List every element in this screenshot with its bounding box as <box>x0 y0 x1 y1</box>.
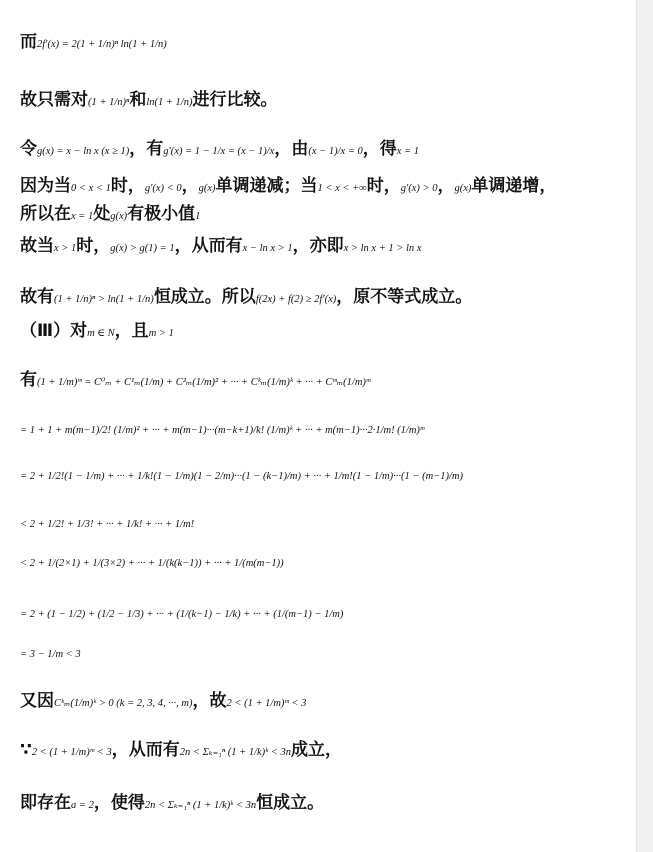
text-line-11 <box>20 466 463 483</box>
math-formula: 2f′(x) = 2(1 + 1/n)ⁿ ln(1 + 1/n) <box>37 39 167 50</box>
text-line-9 <box>20 372 370 389</box>
chinese-text: 故有 <box>20 287 54 307</box>
math-formula: x > ln x + 1 > ln x <box>343 243 422 254</box>
chinese-text: 故当 <box>20 236 54 256</box>
chinese-text: 处 <box>93 204 111 224</box>
math-formula: g(x) > g(1) = 1 <box>110 243 175 254</box>
math-formula: (x − 1)/x = 0 <box>308 146 363 157</box>
chinese-text: 有 <box>20 370 37 390</box>
text-line-8 <box>20 323 174 340</box>
math-formula: x = 1 <box>71 211 94 222</box>
math-formula: (1 + 1/m)ᵐ = C⁰ₘ + C¹ₘ(1/m) + C²ₘ(1/m)² + ··· + Cᵏₘ(1/m)ᵏ + ··· + Cᵐₘ(1/m)ᵐ <box>37 377 371 388</box>
text-line-10 <box>20 420 424 437</box>
math-formula: g(x) <box>110 211 128 222</box>
math-formula: 2 < (1 + 1/m)ᵐ < 3 <box>226 698 307 709</box>
text-line-13 <box>20 553 284 570</box>
chinese-text: 令 <box>20 139 37 159</box>
text-line-6 <box>20 238 421 255</box>
chinese-text: 又因 <box>20 691 54 711</box>
text-line-3 <box>20 141 419 158</box>
math-formula: = 3 − 1/m < 3 <box>20 649 81 660</box>
chinese-text: ，原不等式成立。 <box>336 287 473 307</box>
math-formula: < 2 + 1/2! + 1/3! + ··· + 1/k! + ··· + 1/m! <box>20 519 195 530</box>
text-line-4 <box>20 178 556 195</box>
math-formula: m > 1 <box>148 328 174 339</box>
chinese-text: 时， <box>366 176 401 196</box>
chinese-text: 故只需对 <box>20 90 88 110</box>
math-formula: x − ln x > 1 <box>242 243 293 254</box>
chinese-text: 恒成立。所以 <box>153 287 256 307</box>
chinese-text: 时， <box>110 176 145 196</box>
math-formula: 1 < x < +∞ <box>317 183 367 194</box>
chinese-text: 恒成立。 <box>256 793 325 813</box>
chinese-text: ∵ <box>20 740 32 760</box>
math-formula: x = 1 <box>396 146 419 157</box>
chinese-text: 单调递减；当 <box>215 176 318 196</box>
chinese-text: 而 <box>20 32 37 52</box>
math-formula: g′(x) = 1 − 1/x = (x − 1)/x <box>163 146 275 157</box>
text-line-12 <box>20 514 194 531</box>
math-formula: m ∈ N <box>87 328 115 339</box>
math-formula: a = 2 <box>71 800 94 811</box>
chinese-text: 所以在 <box>20 204 71 224</box>
math-formula: 1 <box>195 211 201 222</box>
chinese-text: 和 <box>129 90 147 110</box>
math-formula: (1 + 1/n)ⁿ <box>88 97 130 108</box>
math-formula: (1 + 1/n)ⁿ > ln(1 + 1/n) <box>54 294 154 305</box>
math-formula: g(x) <box>198 183 216 194</box>
math-formula: 2 < (1 + 1/m)ᵐ < 3 <box>31 747 112 758</box>
chinese-text: （Ⅲ）对 <box>20 321 88 341</box>
chinese-text: 进行比较。 <box>192 90 278 110</box>
chinese-text: ，使得 <box>93 793 145 813</box>
chinese-text: ，从而有 <box>174 236 243 256</box>
text-line-5 <box>20 206 200 223</box>
chinese-text: ，且 <box>114 321 149 341</box>
math-formula: = 2 + 1/2!(1 − 1/m) + ··· + 1/k!(1 − 1/m)(1 − 2/m)···(1 − (k−1)/m) + ··· + 1/m!(1 − 1/m)···(1 − (m−1)/m) <box>20 471 463 482</box>
chinese-text: ， <box>181 176 199 196</box>
chinese-text: 时， <box>76 236 111 256</box>
text-line-2 <box>20 92 277 109</box>
math-formula: g′(x) > 0 <box>400 183 438 194</box>
text-line-18 <box>20 795 324 812</box>
scrollbar-track[interactable] <box>636 0 653 852</box>
chinese-text: ，故 <box>192 691 227 711</box>
chinese-text: 即存在 <box>20 793 71 813</box>
chinese-text: ，亦即 <box>292 236 344 256</box>
text-line-16 <box>20 693 306 710</box>
math-formula: g′(x) < 0 <box>144 183 182 194</box>
math-formula: 2n < Σₖ₌₁ⁿ (1 + 1/k)ᵏ < 3n <box>144 800 257 811</box>
chinese-text: ，有 <box>129 139 164 159</box>
chinese-text: ，由 <box>274 139 309 159</box>
math-formula: x > 1 <box>54 243 77 254</box>
math-formula: 2n < Σₖ₌₁ⁿ (1 + 1/k)ᵏ < 3n <box>179 747 291 758</box>
chinese-text: ，从而有 <box>111 740 180 760</box>
text-line-14 <box>20 604 343 621</box>
text-line-1 <box>20 34 167 51</box>
math-formula: = 2 + (1 − 1/2) + (1/2 − 1/3) + ··· + (1/(k−1) − 1/k) + ··· + (1/(m−1) − 1/m) <box>20 609 344 620</box>
math-formula: g(x) = x − ln x (x ≥ 1) <box>37 146 130 157</box>
chinese-text: ，得 <box>362 139 397 159</box>
chinese-text: 单调递增， <box>471 176 557 196</box>
text-line-7 <box>20 289 472 306</box>
text-line-15 <box>20 644 81 661</box>
math-formula: Cᵏₘ(1/m)ᵏ > 0 (k = 2, 3, 4, ···, m) <box>54 698 193 709</box>
math-formula: < 2 + 1/(2×1) + 1/(3×2) + ··· + 1/(k(k−1)) + ··· + 1/(m(m−1)) <box>20 558 284 569</box>
chinese-text: 成立， <box>290 740 342 760</box>
math-formula: = 1 + 1 + m(m−1)/2! (1/m)² + ··· + m(m−1)···(m−k+1)/k! (1/m)ᵏ + ··· + m(m−1)···2·1/m! (1/m)ᵐ <box>20 425 425 436</box>
chinese-text: 因为当 <box>20 176 71 196</box>
math-formula: g(x) <box>454 183 472 194</box>
math-formula: f(2x) + f(2) ≥ 2f′(x) <box>255 294 337 305</box>
text-line-17 <box>20 742 342 759</box>
math-formula: 0 < x < 1 <box>71 183 111 194</box>
chinese-text: 有极小值 <box>127 204 196 224</box>
chinese-text: ， <box>437 176 455 196</box>
math-formula: ln(1 + 1/n) <box>146 97 193 108</box>
